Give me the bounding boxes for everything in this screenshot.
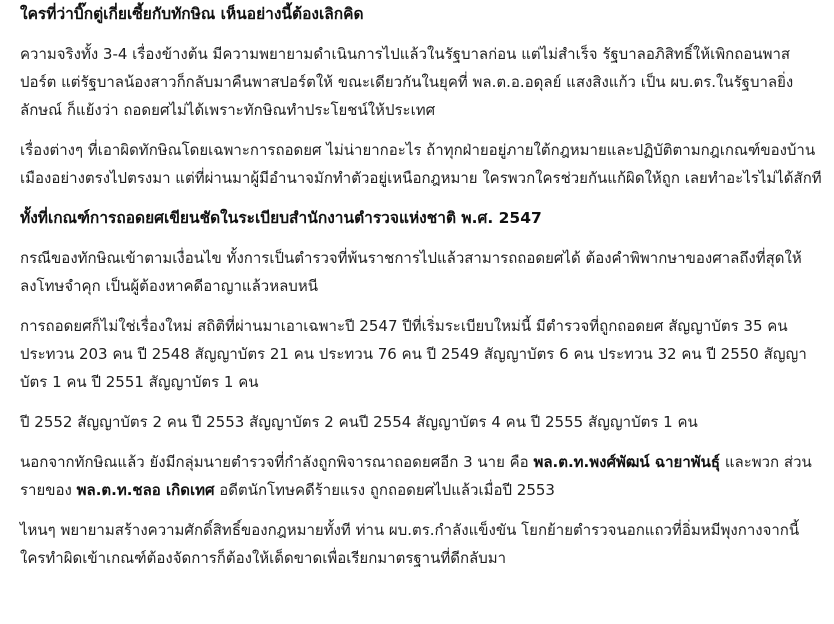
section-heading: ทั้งที่เกณฑ์การถอดยศเขียนชัดในระเบียบสำนักงานตำรวจแห่งชาติ พ.ศ. 2547 bbox=[20, 209, 542, 227]
text-run: และพวก ส่วนรายของ bbox=[20, 453, 812, 499]
section-heading: ใครที่ว่าบิ๊กตู่เกี่ยเซี้ยกับทักษิณ เห็นอย่างนี้ต้องเลิกคิด bbox=[20, 5, 364, 23]
person-name: พล.ต.ท.พงศ์พัฒน์ ฉายาพันธุ์ bbox=[533, 453, 721, 471]
paragraph: ปี 2552 สัญญาบัตร 2 คน ปี 2553 สัญญาบัตร 2 คนปี 2554 สัญญาบัตร 4 คน ปี 2555 สัญญาบัตร 1 คน bbox=[20, 413, 698, 431]
paragraph: ความจริงทั้ง 3-4 เรื่องข้างต้น มีความพยายามดำเนินการไปแล้วในรัฐบาลก่อน แต่ไม่สำเร็จ รัฐบาลอภิสิทธิ์ให้เพิกถอนพาสปอร์ต แต่รัฐบาลน้องสาวก็กลับมาคืนพาสปอร์ตให้ ขณะเดียวกันในยุคที่ พล.ต.อ.อดุลย์ แสงสิงแก้ว เป็น ผบ.ตร.ในรัฐบาลยิ่งลักษณ์ ก็แย้งว่า ถอดยศไม่ได้เพราะทักษิณทำประโยชน์ให้ประเทศ bbox=[20, 45, 794, 119]
paragraph: ไหนๆ พยายามสร้างความศักดิ์สิทธิ์ของกฎหมายทั้งที ท่าน ผบ.ตร.กำลังแข็งขัน โยกย้ายตำรวจนอกแถวที่อิ่มหมีพุงกางจากนี้ใครทำผิดเข้าเกณฑ์ต้องจัดการก็ต้องให้เด็ดขาดเพื่อเรียกมาตรฐานที่ดีกลับมา bbox=[20, 521, 800, 567]
person-name: พล.ต.ท.ชลอ เกิดเทศ bbox=[76, 481, 215, 499]
paragraph bbox=[20, 448, 822, 504]
paragraph: เรื่องต่างๆ ที่เอาผิดทักษิณโดยเฉพาะการถอดยศ ไม่น่ายากอะไร ถ้าทุกฝ่ายอยู่ภายใต้กฎหมายและปฏิบัติตามกฎเกณฑ์ของบ้านเมืองอย่างตรงไปตรงมา แต่ที่ผ่านมาผู้มีอำนาจมักทำตัวอยู่เหนือกฎหมาย ใครพวกใครช่วยกันแก้ผิดให้ถูก เลยทำอะไรไม่ได้สักที bbox=[20, 141, 822, 187]
paragraph: กรณีของทักษิณเข้าตามเงื่อนไข ทั้งการเป็นตำรวจที่พ้นราชการไปแล้วสามารถถอดยศได้ ต้องคำพิพากษาของศาลถึงที่สุดให้ลงโทษจำคุก เป็นผู้ต้องหาคดีอาญาแล้วหลบหนี bbox=[20, 249, 802, 295]
paragraph: การถอดยศก็ไม่ใช่เรื่องใหม่ สถิติที่ผ่านมาเอาเฉพาะปี 2547 ปีที่เริ่มระเบียบใหม่นี้ มีตำรวจที่ถูกถอดยศ สัญญาบัตร 35 คน ประทวน 203 คน ปี 2548 สัญญาบัตร 21 คน ประทวน 76 คน ปี 2549 สัญญาบัตร 6 คน ประทวน 32 คน ปี 2550 สัญญาบัตร 1 คน ปี 2551 สัญญาบัตร 1 คน bbox=[20, 317, 807, 391]
text-run: นอกจากทักษิณแล้ว ยังมีกลุ่มนายตำรวจที่กำลังถูกพิจารณาถอดยศอีก 3 นาย คือ bbox=[20, 453, 534, 471]
text-run: อดีตนักโทษคดีร้ายแรง ถูกถอดยศไปแล้วเมื่อปี 2553 bbox=[214, 481, 555, 499]
